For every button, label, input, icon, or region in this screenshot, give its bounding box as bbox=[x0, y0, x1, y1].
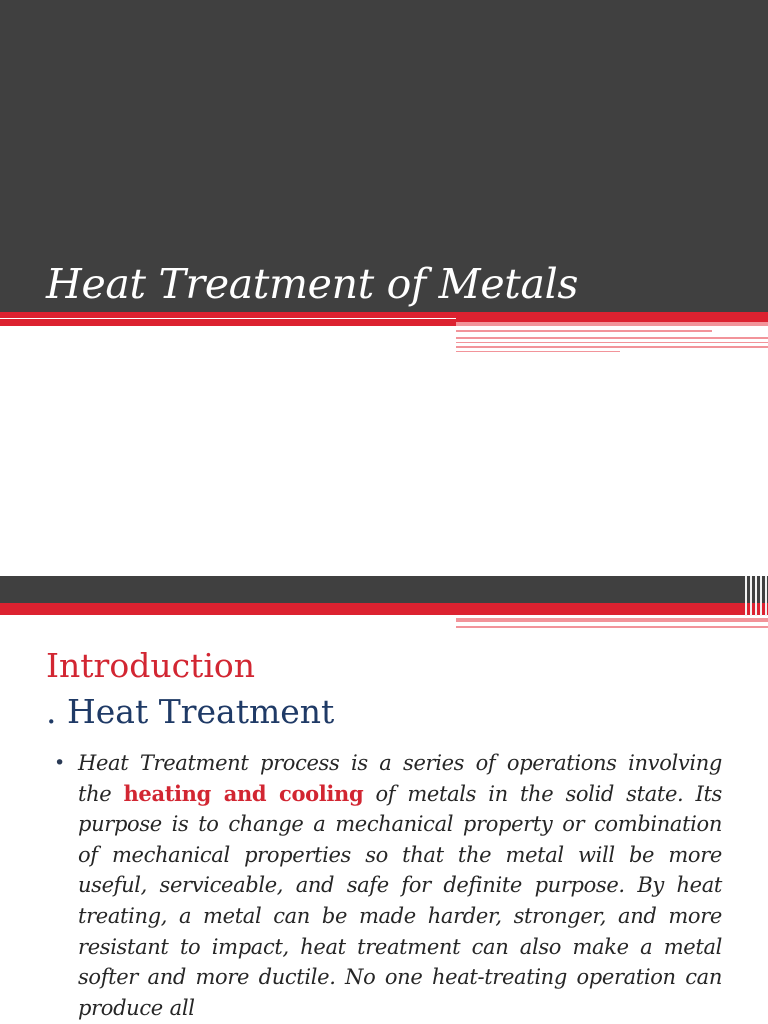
bullet-text-start: Heat Treatment process is a series of operations involving the bbox=[78, 751, 722, 806]
accent-stripe bbox=[456, 337, 768, 339]
highlighted-phrase: heating and cooling bbox=[123, 780, 364, 806]
bullet-icon: • bbox=[54, 752, 66, 774]
accent-bar bbox=[0, 603, 768, 615]
section-subheading: . Heat Treatment bbox=[46, 692, 335, 731]
decorative-tick bbox=[755, 576, 757, 616]
content-slide bbox=[0, 576, 768, 1024]
decorative-tick bbox=[745, 576, 747, 616]
accent-stripe bbox=[456, 322, 768, 326]
header-band bbox=[0, 576, 768, 603]
decorative-tick bbox=[750, 576, 752, 616]
section-heading: Introduction bbox=[46, 646, 255, 685]
decorative-tick bbox=[765, 576, 767, 616]
decorative-tick bbox=[760, 576, 762, 616]
accent-stripe bbox=[456, 626, 768, 628]
slide-title: Heat Treatment of Metals bbox=[46, 260, 579, 308]
accent-stripe bbox=[456, 351, 620, 352]
bullet-paragraph bbox=[78, 748, 722, 1023]
bullet-item bbox=[54, 748, 722, 1023]
accent-stripe bbox=[456, 346, 768, 348]
accent-stripe bbox=[456, 342, 768, 343]
accent-stripe bbox=[456, 330, 712, 332]
accent-stripe bbox=[456, 618, 768, 622]
accent-stripe bbox=[0, 318, 456, 319]
bullet-text-rest: of metals in the solid state. Its purpose is to change a mechanical property or combination of mechanical properties so that the metal will be more useful, serviceable, and safe for definite purpose. By heat treating, a metal can be made harder, stronger, and more resistant to impact, heat treatment can also make a metal softer and more ductile. No one heat-treating operation can produce all bbox=[78, 781, 722, 1020]
